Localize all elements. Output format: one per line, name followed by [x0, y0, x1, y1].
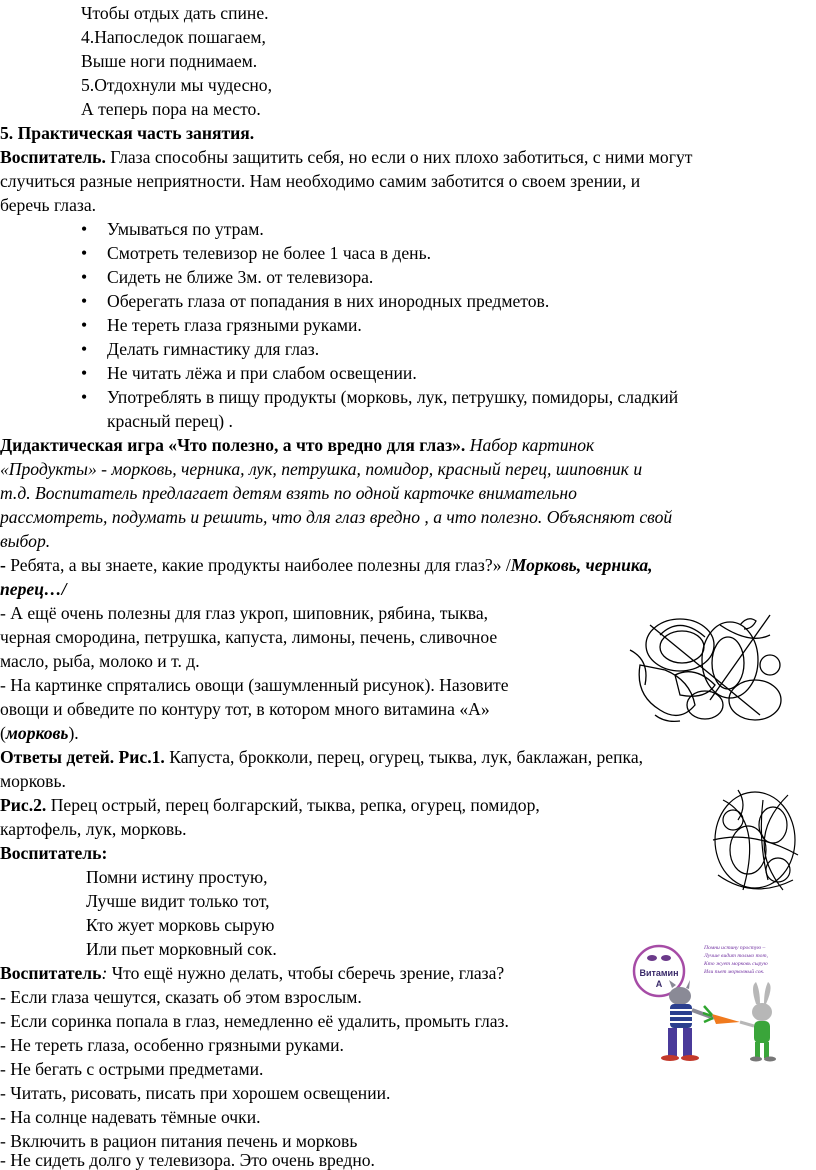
hidden-line-1: - На картинке спрятались овощи (зашумленный рисунок). Назовите [0, 675, 509, 695]
poem1-line-2: 4.Напоследок пошагаем, [81, 27, 266, 47]
final-item: - Не сидеть долго у телевизора. Это очень вредно. [0, 1150, 375, 1170]
poster-poem-line: Лучше видит только тот, [704, 953, 769, 959]
intro-line-3: беречь глаза. [0, 195, 97, 215]
final-item: - Читать, рисовать, писать при хорошем освещении. [0, 1083, 391, 1103]
bullet-icon: • [81, 267, 88, 287]
answers-line-2: морковь. [0, 771, 66, 791]
game-title: Дидактическая игра «Что полезно, а что вредно для глаз». [0, 435, 466, 455]
dill-line-1: - А ещё очень полезны для глаз укроп, шиповник, рябина, тыква, [0, 603, 489, 623]
poem2-line-1: Помни истину простую, [86, 867, 268, 887]
poster-poem-line: Или пьет морковный сок. [704, 969, 765, 975]
bullet-icon: • [81, 219, 88, 239]
document-page: Чтобы отдых дать спине. 4.Напоследок пошагаем, Выше ноги поднимаем. 5.Отдохнули мы чудесно, А теперь пора на место. 5. Практическая часть занятия. Воспитатель. Глаза способны защитить себя, но если о них плохо заботиться, с ними могут случиться разные неприятности. Нам необходимо самим заботится о своем зрении, и беречь глаза. • Умываться по утрам. • Смотреть телевизор не более 1 часа в день. • Сидеть не ближе 3м. от телевизора. • Оберегать глаза от попадания в них инородных предметов. • Не тереть глаза грязными руками. • Делать гимнастику для глаз. • Не читать лёжа и при слабом освещении. • Употреблять в пищу продукты (морковь, лук, петрушку, помидоры, сладкий красный перец) . Дидактическая игра «Что полезно, а что вредно для глаз». Набор картинок «Продукты» - морковь, черника, лук, петрушка, помидор, красный перец, шиповник и т.д. Воспитатель предлагает детям взять по одной карточке внимательно рассмотреть, подумать и решить, что для глаз вредно , а что полезно. Объясняют свой выбор. - Ребята, а вы знаете, какие продукты наиболее полезны для глаз?» /Морковь, черника, перец…/ - А ещё очень полезны для глаз укроп, шиповник, рябина, тыква, черная смородина, петрушка, капуста, лимоны, печень, сливочное масло, рыба, молоко и т. д. - На картинке спрятались овощи (зашумленный рисунок). Назовите овощи и обведите по контуру тот, в котором много витамина «А» (морковь). Ответы детей. Рис.1. Капуста, брокколи, перец, огурец, тыква, лук, баклажан, репка, морковь. Рис.2. Перец острый, перец болгарский, тыква, репка, огурец, помидор, картофель, лук, морковь. Воспитатель: Помни истину простую, Лучше видит только тот, Кто жует морковь сырую Или пьет морковный сок. Воспитатель: Что ещё нужно делать, чтобы сберечь зрение, глаза? - Если глаза чешутся, сказать об этом взрослым. - Если соринка попала в глаз, немедленно её удалить, промыть глаз. - Не тереть глаза, особенно грязными руками. - Не бегать с острыми предметами. - Читать, рисовать, писать при хорошем освещении. - На солнце надевать тёмные очки. - Включить в рацион питания печень и морковь - Не сидеть долго у телевизора. Это очень вредно. Витамин А Помни истину простую – Лучше видит только тот, Кто жует морковь сырую Или пьет морковный сок. [0, 0, 816, 1166]
game-line-3: т.д. Воспитатель предлагает детям взять по одной карточке внимательно [0, 483, 577, 503]
poster-poem-line: Кто жует морковь сырую [704, 961, 768, 967]
badge-line-1: Витамин [639, 968, 679, 978]
section-heading: 5. Практическая часть занятия. [0, 123, 255, 143]
bullet-icon: • [81, 387, 88, 407]
answers-line-1: Ответы детей. Рис.1. Капуста, брокколи, перец, огурец, тыква, лук, баклажан, репка, [0, 747, 644, 767]
answers-label: Ответы детей. Рис.1. [0, 747, 165, 767]
final-item: - Не бегать с острыми предметами. [0, 1059, 264, 1079]
game-line-5: выбор. [0, 531, 51, 551]
poem2-line-3: Кто жует морковь сырую [86, 915, 275, 935]
final-item: - Включить в рацион питания печень и морковь [0, 1131, 358, 1151]
final-item: - На солнце надевать тёмные очки. [0, 1107, 261, 1127]
answers-line-3: Рис.2. Перец острый, перец болгарский, тыква, репка, огурец, помидор, [0, 795, 540, 815]
hare-cartoon-icon [740, 982, 776, 1062]
intro-text-1: Глаза способны защитить себя, но если о них плохо заботиться, с ними могут [105, 147, 693, 167]
poem2-line-2: Лучше видит только тот, [86, 891, 270, 911]
final-speaker: Воспитатель [0, 963, 102, 983]
teacher-label: Воспитатель: [0, 843, 108, 863]
game-line-1: Дидактическая игра «Что полезно, а что вредно для глаз». Набор картинок [0, 435, 595, 455]
bullet-item-continuation: красный перец) . [107, 411, 233, 431]
question-answer-cont: перец…/ [0, 579, 67, 599]
bullet-icon: • [81, 315, 88, 335]
carrot-icon [703, 1006, 740, 1024]
dill-line-2: черная смородина, петрушка, капуста, лимоны, печень, сливочное [0, 627, 498, 647]
poem2-line-4: Или пьет морковный сок. [86, 939, 277, 959]
question-line: - Ребята, а вы знаете, какие продукты наиболее полезны для глаз?» /Морковь, черника, [0, 555, 653, 575]
final-item: - Не тереть глаза, особенно грязными руками. [0, 1035, 344, 1055]
noisy-vegetables-image-2 [703, 780, 808, 905]
poem1-line-5: А теперь пора на место. [81, 99, 261, 119]
poster-poem-line: Помни истину простую – [704, 945, 766, 951]
question-answer: Морковь, черника, [510, 555, 653, 575]
badge-line-2: А [655, 979, 663, 989]
bullet-icon: • [81, 243, 88, 263]
final-item: - Если глаза чешутся, сказать об этом взрослым. [0, 987, 362, 1007]
game-line-4: рассмотреть, подумать и решить, что для глаз вредно , а что полезно. Объясняют свой [0, 507, 673, 527]
game-line-2: «Продукты» - морковь, черника, лук, петрушка, помидор, красный перец, шиповник и [0, 459, 643, 479]
bullet-icon: • [81, 339, 88, 359]
answers-line-4: картофель, лук, морковь. [0, 819, 187, 839]
dill-line-3: масло, рыба, молоко и т. д. [0, 651, 200, 671]
poem1-line-1: Чтобы отдых дать спине. [81, 3, 269, 23]
final-item: - Если соринка попала в глаз, немедленно её удалить, промыть глаз. [0, 1011, 509, 1031]
bullet-icon: • [81, 363, 88, 383]
answers-label-2: Рис.2. [0, 795, 47, 815]
hidden-line-3: (морковь). [0, 723, 79, 743]
final-question: Воспитатель: Что ещё нужно делать, чтобы сберечь зрение, глаза? [0, 963, 505, 983]
intro-line-1 [0, 146, 692, 170]
poem1-line-3: Выше ноги поднимаем. [81, 51, 258, 71]
intro-speaker: Воспитатель. [0, 147, 106, 167]
intro-line-2: случиться разные неприятности. Нам необходимо самим заботится о своем зрении, и [0, 171, 641, 191]
hidden-line-2: овощи и обведите по контуру тот, в котором много витамина «А» [0, 699, 490, 719]
bullet-icon: • [81, 291, 88, 311]
vitamin-a-poster [632, 938, 812, 1068]
noisy-vegetables-image-1 [620, 605, 790, 735]
poem1-line-4: 5.Отдохнули мы чудесно, [81, 75, 273, 95]
